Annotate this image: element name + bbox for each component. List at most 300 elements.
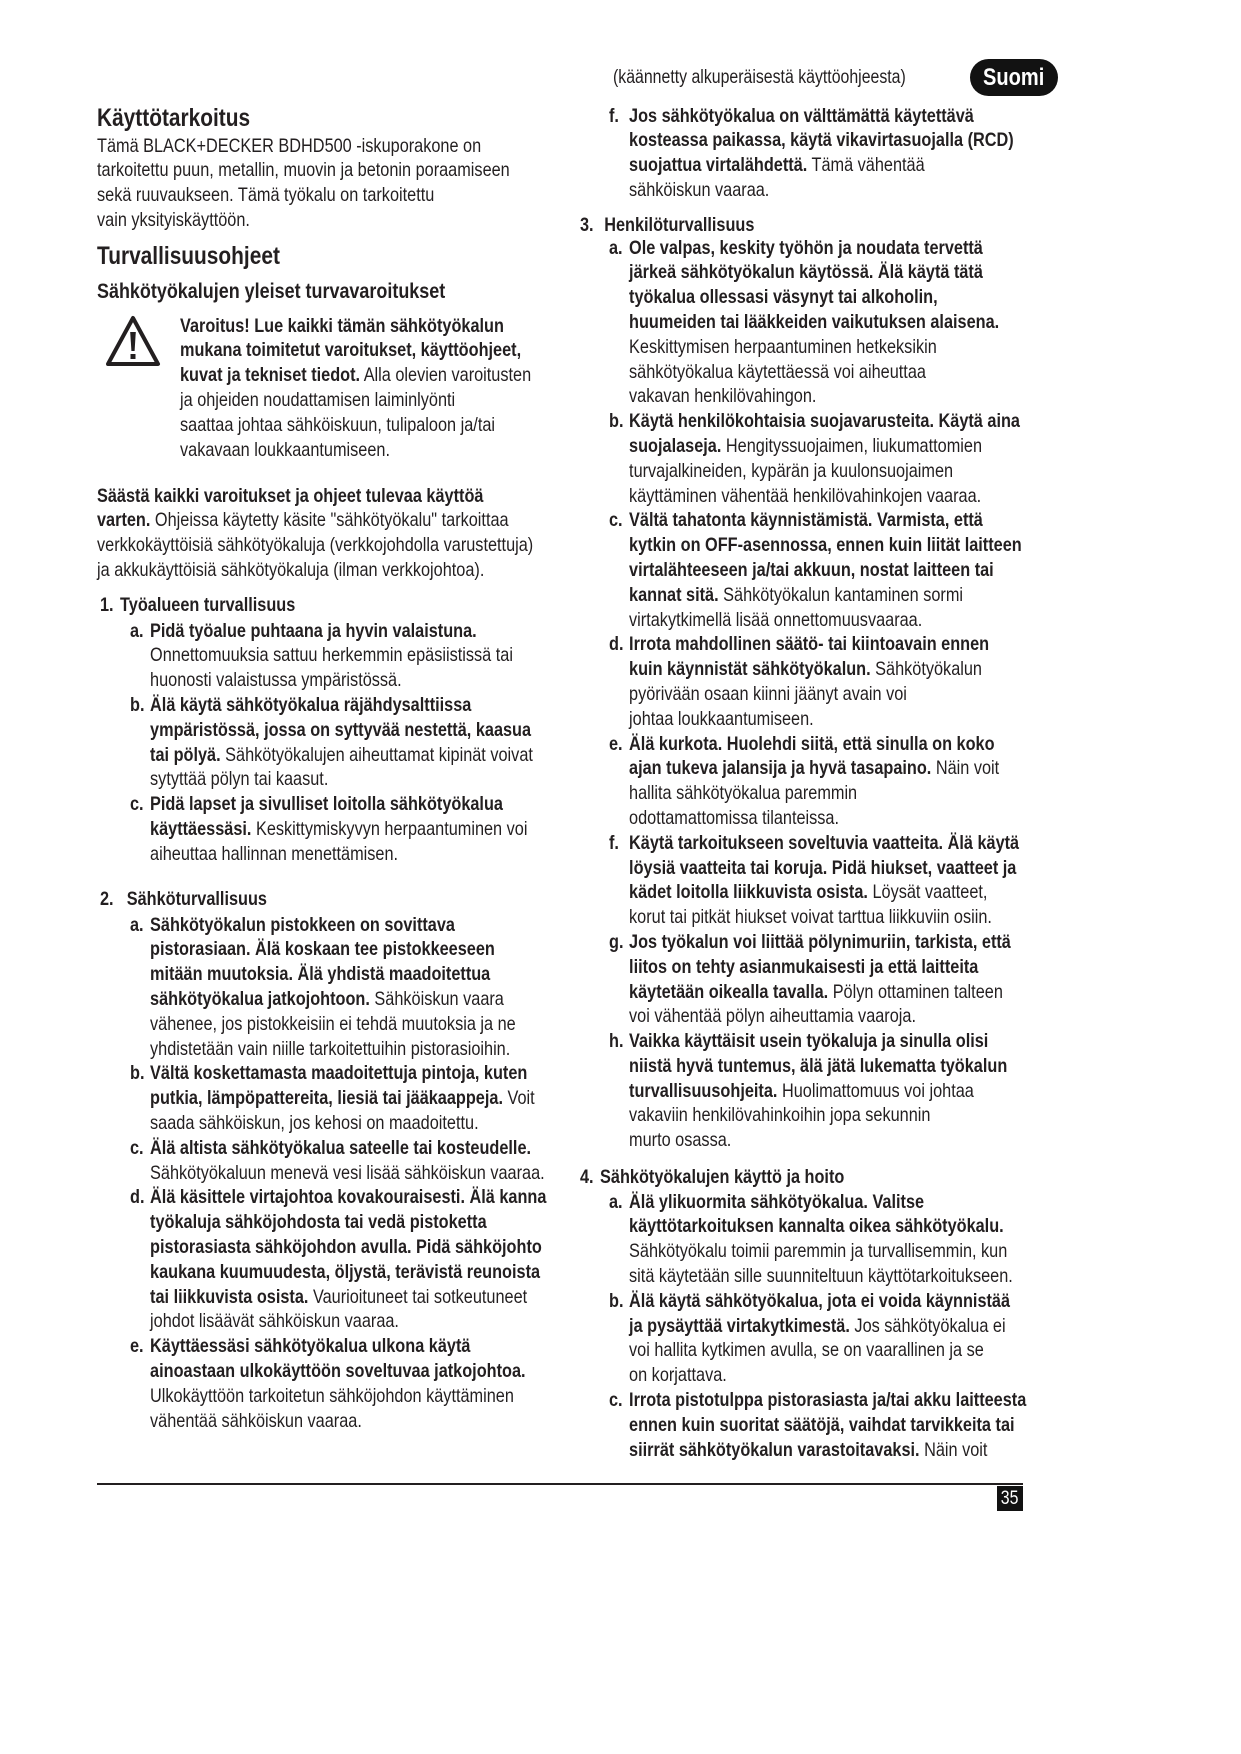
item-text (150, 913, 516, 1062)
body-text: Onnettomuuksia sattuu herkemmin epäsiistissä tai (150, 644, 513, 667)
bold-text: liitos on tehty asianmukaisesti ja että laitteita (629, 955, 979, 978)
body-text: ja ohjeiden noudattamisen laiminlyönti (180, 388, 456, 411)
list-item (609, 831, 1022, 930)
text-line (629, 980, 1011, 1005)
bold-text: käyttötarkoituksen kannalta oikea sähkötyökalu. (629, 1215, 1004, 1238)
body-text: vähentää sähköiskun vaaraa. (150, 1409, 362, 1432)
bold-text: sähkötyökalua jatkojohtoon. (150, 987, 370, 1010)
text-line (150, 987, 516, 1012)
bold-text: ajan tukeva jalansija ja hyvä tasapaino. (629, 757, 932, 780)
bold-text: ympäristössä, jossa on syttyvää nestettä, kaasua (150, 718, 532, 741)
text-line (150, 842, 527, 867)
section-number: 2. (100, 887, 114, 910)
text-line (629, 178, 1014, 203)
language-badge-label: Suomi (983, 63, 1045, 91)
text-line (629, 657, 989, 682)
list-item (130, 1061, 546, 1135)
list-item (609, 930, 1022, 1029)
item-letter: c. (609, 1388, 623, 1411)
item-letter: a. (609, 236, 623, 259)
bold-text: Sähkötyökalun pistokkeen on sovittava (150, 913, 455, 936)
text-line (629, 682, 989, 707)
text-line (629, 632, 989, 657)
item-letter: d. (130, 1186, 145, 1209)
text-line (150, 1061, 535, 1086)
body-text: Sähkötyökalu toimii paremmin ja turvallisemmin, kun (629, 1240, 1008, 1263)
body-text: Sähkötyökalun (870, 658, 982, 681)
text-line (629, 1438, 1026, 1463)
bold-text: Älä käytä sähkötyökalua räjähdysalttiissa (150, 693, 472, 716)
list-item (609, 632, 1022, 731)
bold-text: Jos työkalun voi liittää pölynimuriin, tarkista, että (629, 930, 1011, 953)
text-line (150, 718, 533, 743)
text-line (97, 484, 533, 509)
text-line (629, 459, 1020, 484)
text-line (629, 1264, 1013, 1289)
bold-text: Älä ylikuormita sähkötyökalua. Valitse (629, 1190, 925, 1213)
bold-text: kytkin on OFF-asennossa, ennen kuin liität laitteen (629, 534, 1022, 557)
item-text (629, 409, 1020, 508)
text-line (629, 1388, 1026, 1413)
text-line (629, 608, 1022, 633)
body-text: tarkoitettu puun, metallin, muovin ja betonin poraamiseen (97, 159, 510, 182)
list-item (130, 1136, 546, 1186)
text-line (150, 937, 516, 962)
item-text (629, 1388, 1026, 1462)
text-line (629, 1054, 1007, 1079)
section-items-tool-use-and-care (609, 1190, 1026, 1463)
body-text: Ulkokäyttöön tarkoitetun sähköjohdon käyttäminen (150, 1384, 514, 1407)
item-letter: f. (609, 104, 619, 127)
bold-text: ja pysäyttää virtakytkimestä. (629, 1314, 850, 1337)
bold-text: Älä käytä sähkötyökalua, jota ei voida käynnistää (629, 1289, 1011, 1312)
bold-text: Älä käsittele virtajohtoa kovakouraisesti. Älä kanna (150, 1186, 547, 1209)
section-heading-tool-use-and-care (580, 1165, 844, 1190)
text-line (629, 806, 999, 831)
text-line (629, 558, 1022, 583)
body-text: sähköiskun vaaraa. (629, 178, 770, 201)
body-text: hallita sähkötyökalua paremmin (629, 782, 858, 805)
bold-text: kädet loitolla liikkuvista osista. (629, 881, 868, 904)
text-line (629, 1128, 1007, 1153)
bold-text: Jos sähkötyökalua on välttämättä käytettävä (629, 104, 974, 127)
text-line (97, 558, 533, 583)
text-line (629, 756, 999, 781)
intended-use-text (97, 134, 510, 233)
section-items-work-area-safety (130, 619, 533, 867)
section-number: 4. (580, 1165, 594, 1188)
body-text: verkkokäyttöisiä sähkötyökaluja (verkkojohdolla varustettuja) (97, 534, 534, 557)
text-line (150, 1012, 516, 1037)
body-text: on korjattava. (629, 1364, 727, 1387)
body-text: Sähkötyökalujen aiheuttamat kipinät voivat (220, 743, 533, 766)
text-line (629, 1103, 1007, 1128)
text-line (150, 1384, 526, 1409)
list-item (609, 236, 1022, 410)
text-line (629, 1289, 1010, 1314)
bold-text: mukana toimitetut varoitukset, käyttöohjeet, (180, 339, 522, 362)
text-line (629, 955, 1011, 980)
text-line (629, 434, 1020, 459)
text-line (180, 363, 531, 388)
item-letter: a. (130, 619, 144, 642)
body-text: ja akkukäyttöisiä sähkötyökaluja (ilman verkkojohtoa). (97, 558, 485, 581)
section-title: Sähkötyökalujen käyttö ja hoito (600, 1165, 845, 1188)
safety-subheading: Sähkötyökalujen yleiset turvavaroitukset (97, 279, 446, 303)
text-line (629, 583, 1022, 608)
body-text: Sähköiskun vaara (369, 987, 504, 1010)
translation-note: (käännetty alkuperäisestä käyttöohjeesta) (613, 67, 906, 88)
item-text (629, 508, 1022, 632)
bold-text: kosteassa paikassa, käytä vikavirtasuojalla (RCD) (629, 129, 1014, 152)
item-letter: c. (609, 509, 623, 532)
item-text (150, 1061, 535, 1135)
text-line (629, 1004, 1011, 1029)
page-number-box (997, 1486, 1023, 1511)
body-text: odottamattomissa tilanteissa. (629, 806, 840, 829)
text-line (150, 1285, 546, 1310)
text-line (629, 1079, 1007, 1104)
item-letter: h. (609, 1030, 624, 1053)
text-line (629, 484, 1020, 509)
body-text: sytyttää pölyn tai kaasut. (150, 768, 329, 791)
text-line (629, 1239, 1013, 1264)
text-line (150, 1111, 535, 1136)
list-item (609, 1388, 1026, 1462)
body-text: Näin voit (931, 757, 1000, 780)
text-line (629, 1413, 1026, 1438)
item-text (629, 632, 989, 731)
item-letter: c. (130, 1136, 144, 1159)
section-title: Henkilöturvallisuus (604, 213, 755, 236)
bold-text: Vältä tahatonta käynnistämistä. Varmista, että (629, 509, 983, 532)
list-item (130, 1334, 546, 1433)
bold-text: Säästä kaikki varoitukset ja ohjeet tulevaa käyttöä (97, 484, 484, 507)
bold-text: pistorasiaan. Älä koskaan tee pistokkeeseen (150, 938, 495, 961)
body-text: Näin voit (919, 1438, 988, 1461)
text-line (629, 1338, 1010, 1363)
body-text: voi hallita kytkimen avulla, se on vaarallinen ja se (629, 1339, 984, 1362)
text-line (150, 1136, 545, 1161)
bold-text: niistä hyvä tuntemus, älä jätä lukematta työkalun (629, 1054, 1008, 1077)
text-line (629, 153, 1014, 178)
text-line (180, 438, 531, 463)
item-text (629, 1029, 1007, 1153)
body-text: Alla olevien varoitusten (360, 364, 532, 387)
item-text (629, 831, 1019, 930)
text-line (629, 1029, 1007, 1054)
text-line (180, 413, 531, 438)
save-instructions-note (97, 484, 533, 583)
body-text: Tämä vähentää (807, 154, 925, 177)
bold-text: järkeä sähkötyökalun käytössä. Älä käytä tätä (629, 261, 983, 284)
section-heading-work-area-safety (100, 593, 295, 618)
list-item (130, 913, 546, 1062)
list-item (609, 732, 1022, 831)
text-line (629, 508, 1022, 533)
text-line (97, 508, 533, 533)
bold-text: käytetään oikealla tavalla. (629, 980, 829, 1003)
text-line (180, 388, 531, 413)
text-line (629, 732, 999, 757)
bold-text: kannat sitä. (629, 583, 719, 606)
text-line (629, 930, 1011, 955)
text-line (150, 693, 533, 718)
text-line (629, 1363, 1010, 1388)
text-line (150, 1334, 526, 1359)
list-item (609, 104, 1014, 203)
text-line (629, 533, 1022, 558)
body-text: vakavaan loukkaantumiseen. (180, 438, 391, 461)
item-letter: e. (609, 732, 623, 755)
list-item (130, 693, 533, 792)
bold-text: suojattua virtalähdettä. (629, 154, 808, 177)
text-line (629, 260, 999, 285)
bold-text: Vaikka käyttäisit usein työkaluja ja sinulla olisi (629, 1030, 989, 1053)
intended-use-heading: Käyttötarkoitus (97, 104, 251, 132)
text-line (629, 384, 999, 409)
item-letter: a. (609, 1190, 623, 1213)
item-letter: c. (130, 793, 144, 816)
section-title: Sähköturvallisuus (126, 887, 267, 910)
body-text: käyttäminen vähentää henkilövahinkojen vaaraa. (629, 484, 982, 507)
body-text: huonosti valaistussa ympäristössä. (150, 669, 402, 692)
list-item (130, 792, 533, 866)
text-line (629, 880, 1019, 905)
bold-text: pistorasiasta sähköjohdon avulla. Pidä sähköjohto (150, 1235, 542, 1258)
text-line (97, 533, 533, 558)
bold-text: työkalua ollessasi väsynyt tai alkoholin, (629, 286, 938, 309)
bold-text: Irrota pistotulppa pistorasiasta ja/tai akku laitteesta (629, 1388, 1027, 1411)
bold-text: Pidä lapset ja sivulliset loitolla sähkötyökalua (150, 793, 503, 816)
body-text: Vaurioituneet tai sotkeutuneet (308, 1285, 528, 1308)
text-line (150, 1409, 526, 1434)
body-text: sitä käytetään sille suunniteltuun käyttötarkoitukseen. (629, 1264, 1013, 1287)
bold-text: tai pölyä. (150, 743, 221, 766)
text-line (629, 360, 999, 385)
text-line (180, 314, 531, 339)
body-text: Hengityssuojaimen, liukumattomien (721, 434, 983, 457)
text-line (150, 1210, 546, 1235)
body-text: Tämä BLACK+DECKER BDHD500 -iskuporakone on (97, 134, 482, 157)
body-text: saattaa johtaa sähköiskuun, tulipaloon ja/tai (180, 413, 496, 436)
bold-text: Käyttäessäsi sähkötyökalua ulkona käytä (150, 1335, 471, 1358)
body-text: Ohjeissa käytetty käsite "sähkötyökalu" tarkoittaa (150, 509, 509, 532)
text-line (629, 335, 999, 360)
text-line (629, 781, 999, 806)
bold-text: virtalähteeseen ja/tai akkuun, nostat laitteen tai (629, 558, 994, 581)
item-letter: a. (130, 913, 144, 936)
body-text: Keskittymiskyvyn herpaantuminen voi (251, 817, 528, 840)
text-line (150, 1260, 546, 1285)
text-line (150, 668, 513, 693)
body-text: Pölyn ottaminen talteen (828, 980, 1003, 1003)
item-text (150, 1185, 546, 1334)
text-line (180, 338, 531, 363)
footer-rule (97, 1483, 1023, 1485)
bold-text: Pidä työalue puhtaana ja hyvin valaistuna. (150, 619, 477, 642)
item-letter: b. (130, 693, 145, 716)
text-line (629, 707, 989, 732)
body-text: virtakytkimellä lisää onnettomuusvaaraa. (629, 608, 923, 631)
item-letter: e. (130, 1335, 144, 1358)
text-line (97, 183, 510, 208)
body-text: murto osassa. (629, 1129, 732, 1152)
safety-heading: Turvallisuusohjeet (97, 242, 280, 270)
bold-text: käyttäessäsi. (150, 817, 252, 840)
list-item (609, 508, 1022, 632)
bold-text: turvallisuusohjeita. (629, 1079, 778, 1102)
item-text (629, 236, 999, 410)
warning-text (180, 314, 531, 463)
text-line (629, 310, 999, 335)
bold-text: Käytä tarkoitukseen soveltuvia vaatteita. Älä käytä (629, 831, 1020, 854)
section-number: 1. (100, 593, 114, 616)
item-text (629, 104, 1014, 203)
item-text (150, 619, 513, 693)
text-line (150, 1309, 546, 1334)
text-line (150, 1359, 526, 1384)
section-items-electrical-safety-continued (609, 104, 1014, 203)
bold-text: Älä altista sähkötyökalua sateelle tai kosteudelle. (150, 1136, 532, 1159)
item-text (629, 1289, 1010, 1388)
text-line (150, 1185, 546, 1210)
text-line (629, 905, 1019, 930)
section-heading-electrical-safety (100, 887, 267, 912)
item-text (629, 732, 999, 831)
body-text: Huolimattomuus voi johtaa (777, 1079, 974, 1102)
text-line (150, 913, 516, 938)
text-line (97, 208, 510, 233)
body-text: Keskittymisen herpaantuminen hetkeksikin (629, 335, 937, 358)
bold-text: Ole valpas, keskity työhön ja noudata tervettä (629, 236, 983, 259)
list-item (130, 619, 533, 693)
bold-text: putkia, lämpöpattereita, liesiä tai jääkaappeja. (150, 1087, 503, 1110)
bold-text: suojalaseja. (629, 434, 722, 457)
text-line (629, 1190, 1013, 1215)
text-line (150, 743, 533, 768)
bold-text: mitään muutoksia. Älä yhdistä maadoitettua (150, 963, 491, 986)
bold-text: kaukana kuumuudesta, öljystä, terävistä reunoista (150, 1260, 541, 1283)
text-line (150, 619, 513, 644)
text-line (629, 285, 999, 310)
text-line (629, 856, 1019, 881)
bold-text: Käytä henkilökohtaisia suojavarusteita. Käytä aina (629, 410, 1020, 433)
item-letter: f. (609, 831, 619, 854)
bold-text: ennen kuin suoritat säätöjä, vaihdat tarvikkeita tai (629, 1413, 1015, 1436)
body-text: johtaa loukkaantumiseen. (629, 707, 814, 730)
section-heading-personal-safety (580, 213, 754, 238)
body-text: vain yksityiskäyttöön. (97, 208, 250, 231)
text-line (629, 409, 1020, 434)
body-text: turvajalkineiden, kypärän ja kuulonsuojaimen (629, 459, 954, 482)
text-line (150, 1235, 546, 1260)
body-text: pyörivään osaan kiinni jäänyt avain voi (629, 682, 907, 705)
body-text: korut tai pitkät hiukset voivat tarttua liikkuviin osiin. (629, 906, 992, 929)
bold-text: löysiä vaatteita tai koruja. Pidä hiukset, vaatteet ja (629, 856, 1017, 879)
bold-text: työkaluja sähköjohdosta tai vedä pistoketta (150, 1211, 487, 1234)
body-text: Jos sähkötyökalua ei (849, 1314, 1006, 1337)
section-items-electrical-safety (130, 913, 546, 1434)
list-item (609, 1029, 1022, 1153)
item-text (150, 1334, 526, 1433)
item-letter: b. (609, 1289, 624, 1312)
text-line (629, 831, 1019, 856)
text-line (150, 792, 527, 817)
item-text (150, 693, 533, 792)
item-letter: d. (609, 633, 624, 656)
body-text: voi vähentää pölyn aiheuttamia vaaroja. (629, 1005, 916, 1028)
bold-text: Vältä koskettamasta maadoitettuja pintoja, kuten (150, 1062, 528, 1085)
list-item (609, 1289, 1026, 1388)
section-title: Työalueen turvallisuus (120, 593, 296, 616)
body-text: saada sähköiskun, jos kehosi on maadoitettu. (150, 1111, 479, 1134)
text-line (150, 1037, 516, 1062)
text-line (150, 962, 516, 987)
text-line (150, 643, 513, 668)
item-letter: b. (609, 410, 624, 433)
body-text: Sähkötyökaluun menevä vesi lisää sähköiskun vaaraa. (150, 1161, 545, 1184)
page-number: 35 (1001, 1487, 1019, 1509)
text-line (150, 1086, 535, 1111)
item-text (629, 1190, 1013, 1289)
text-line (629, 128, 1014, 153)
section-items-personal-safety (609, 236, 1022, 1153)
text-line (629, 236, 999, 261)
bold-text: Irrota mahdollinen säätö- tai kiintoavain ennen (629, 633, 990, 656)
item-text (629, 930, 1011, 1029)
item-letter: b. (130, 1062, 145, 1085)
text-line (150, 817, 527, 842)
text-line (97, 158, 510, 183)
item-text (150, 792, 527, 866)
body-text: johdot lisäävät sähköiskun vaaraa. (150, 1310, 399, 1333)
item-letter: g. (609, 930, 624, 953)
text-line (97, 134, 510, 159)
text-line (629, 104, 1014, 129)
text-line (629, 1214, 1013, 1239)
text-line (150, 1161, 545, 1186)
body-text: sähkötyökalua käytettäessä voi aiheuttaa (629, 360, 926, 383)
body-text: vakavan henkilövahingon. (629, 385, 817, 408)
list-item (130, 1185, 546, 1334)
body-text: yhdistetään vain niille tarkoitettuihin pistorasioihin. (150, 1037, 511, 1060)
body-text: Löysät vaatteet, (867, 881, 988, 904)
body-text: vähenee, jos pistokkeisiin ei tehdä muutoksia ja ne (150, 1012, 516, 1035)
warning-triangle-icon (105, 315, 161, 367)
list-item (609, 409, 1022, 508)
language-badge (970, 59, 1058, 96)
body-text: aiheuttaa hallinnan menettämisen. (150, 842, 399, 865)
bold-text: kuin käynnistät sähkötyökalun. (629, 658, 871, 681)
bold-text: Älä kurkota. Huolehdi siitä, että sinulla on koko (629, 732, 995, 755)
list-item (609, 1190, 1026, 1289)
item-text (150, 1136, 545, 1186)
body-text: Voit (502, 1087, 535, 1110)
body-text: vakaviin henkilövahinkoihin jopa sekunnin (629, 1104, 931, 1127)
bold-text: siirrät sähkötyökalun varastoitavaksi. (629, 1438, 920, 1461)
bold-text: tai liikkuvista osista. (150, 1285, 309, 1308)
body-text: Sähkötyökalun kantaminen sormi (718, 583, 964, 606)
bold-text: varten. (97, 509, 151, 532)
body-text: sekä ruuvaukseen. Tämä työkalu on tarkoitettu (97, 184, 435, 207)
bold-text: ainoastaan ulkokäyttöön soveltuvaa jatkojohtoa. (150, 1359, 526, 1382)
bold-text: Varoitus! Lue kaikki tämän sähkötyökalun (180, 314, 504, 337)
bold-text: huumeiden tai lääkkeiden vaikutuksen alaisena. (629, 310, 1000, 333)
text-line (629, 1314, 1010, 1339)
text-line (150, 767, 533, 792)
section-number: 3. (580, 213, 594, 236)
